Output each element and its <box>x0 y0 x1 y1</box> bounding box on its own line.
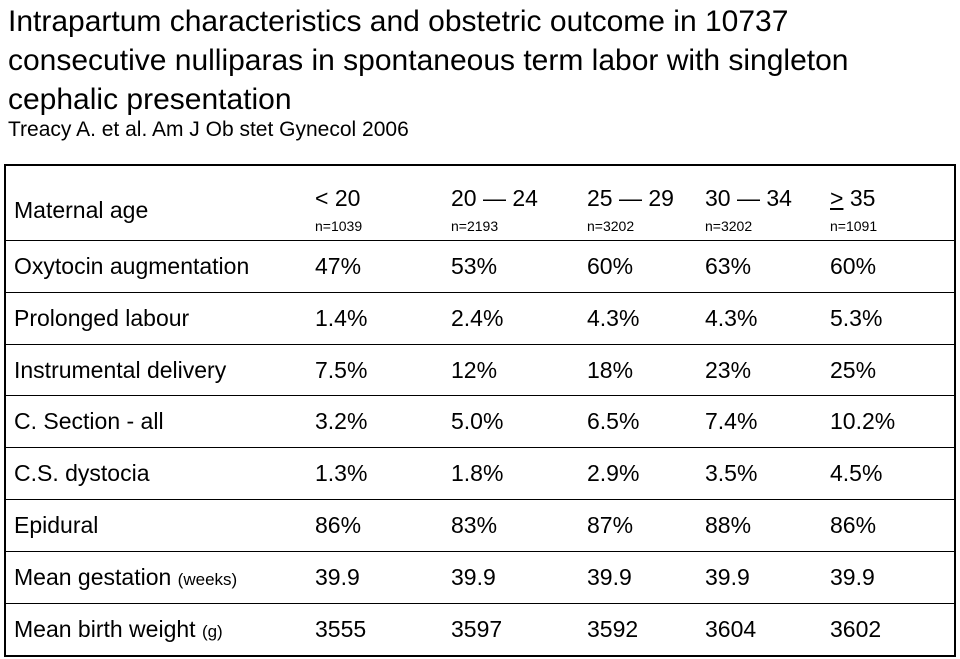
table-cell: 4.5% <box>830 448 955 500</box>
row-label-text: Mean gestation <box>14 563 178 590</box>
table-cell: 39.9 <box>705 551 830 603</box>
table-row <box>5 603 955 656</box>
table-cell: 6.5% <box>587 396 705 448</box>
age-range <box>315 185 451 211</box>
table-cell: 39.9 <box>315 551 451 603</box>
table-cell: 39.9 <box>587 551 705 603</box>
table-cell: 5.0% <box>451 396 587 448</box>
table-cell: 39.9 <box>830 551 955 603</box>
table-cell: 4.3% <box>587 292 705 344</box>
table-cell: 12% <box>451 344 587 396</box>
row-label-text: C.S. dystocia <box>14 460 150 487</box>
table-cell: 86% <box>830 500 955 552</box>
table-cell: 2.4% <box>451 292 587 344</box>
row-label <box>5 396 315 448</box>
header-cell <box>451 165 587 241</box>
row-label <box>5 241 315 293</box>
row-label <box>5 344 315 396</box>
age-range-value: 30 — 34 <box>705 185 792 211</box>
table-cell: 25% <box>830 344 955 396</box>
table-cell: 1.3% <box>315 448 451 500</box>
table-cell: 87% <box>587 500 705 552</box>
outcome-table <box>4 164 956 657</box>
table-cell: 1.4% <box>315 292 451 344</box>
table-row <box>5 241 955 293</box>
row-label-text: Prolonged labour <box>14 304 190 331</box>
table-row <box>5 448 955 500</box>
table-cell: 18% <box>587 344 705 396</box>
table-row <box>5 344 955 396</box>
row-label <box>5 603 315 656</box>
table-cell: 4.3% <box>705 292 830 344</box>
table-cell: 7.5% <box>315 344 451 396</box>
age-range <box>451 185 587 211</box>
group-size: n=2193 <box>451 218 499 234</box>
table-cell: 3604 <box>705 603 830 656</box>
table-cell: 86% <box>315 500 451 552</box>
age-range <box>705 185 830 211</box>
table-cell: 3602 <box>830 603 955 656</box>
age-range <box>587 185 705 211</box>
age-range <box>830 185 954 211</box>
table-cell: 60% <box>830 241 955 293</box>
row-label-text: Instrumental delivery <box>14 356 227 383</box>
header-label: Maternal age <box>14 196 149 223</box>
table-cell: 7.4% <box>705 396 830 448</box>
group-size: n=1091 <box>830 218 878 234</box>
row-unit: (g) <box>201 621 223 641</box>
table-cell: 63% <box>705 241 830 293</box>
table-cell: 10.2% <box>830 396 955 448</box>
table-row <box>5 396 955 448</box>
group-size: n=3202 <box>587 218 635 234</box>
table-cell: 23% <box>705 344 830 396</box>
table-row <box>5 551 955 603</box>
age-range-value: 20 — 24 <box>451 185 538 211</box>
age-range-value: 35 <box>843 185 876 211</box>
table-cell: 3.5% <box>705 448 830 500</box>
table-cell: 3597 <box>451 603 587 656</box>
group-size: n=1039 <box>315 218 363 234</box>
age-range-value: 25 — 29 <box>587 185 674 211</box>
page-title: Intrapartum characteristics and obstetric outcome in 10737 consecutive nulliparas in spontaneous term labor with singleton cephalic presentation <box>8 5 849 116</box>
table-body <box>5 165 955 656</box>
row-label-text: Mean birth weight <box>14 615 202 642</box>
citation: Treacy A. et al. Am J Ob stet Gynecol 2006 <box>8 118 409 141</box>
header-cell <box>830 165 955 241</box>
header-cell <box>705 165 830 241</box>
row-label-text: C. Section - all <box>14 408 164 435</box>
table-cell: 3592 <box>587 603 705 656</box>
table-cell: 53% <box>451 241 587 293</box>
age-range-value: 20 <box>334 185 361 211</box>
header-cell <box>315 165 451 241</box>
header-cell <box>587 165 705 241</box>
table-cell: 3.2% <box>315 396 451 448</box>
row-label <box>5 551 315 603</box>
table-cell: 3555 <box>315 603 451 656</box>
row-label-text: Epidural <box>14 511 99 538</box>
row-unit: (weeks) <box>177 569 238 589</box>
table-cell: 39.9 <box>451 551 587 603</box>
table-cell: 2.9% <box>587 448 705 500</box>
row-label <box>5 292 315 344</box>
row-label-text: Oxytocin augmentation <box>14 252 250 279</box>
table-cell: 5.3% <box>830 292 955 344</box>
table-row <box>5 292 955 344</box>
table-cell: 47% <box>315 241 451 293</box>
group-size: n=3202 <box>705 218 753 234</box>
age-prefix: > <box>830 185 844 211</box>
age-prefix: < <box>315 185 335 211</box>
table-cell: 1.8% <box>451 448 587 500</box>
row-label <box>5 448 315 500</box>
table-row <box>5 500 955 552</box>
table-cell: 88% <box>705 500 830 552</box>
table-cell: 83% <box>451 500 587 552</box>
row-label <box>5 500 315 552</box>
table-cell: 60% <box>587 241 705 293</box>
table-header-row <box>5 165 955 241</box>
